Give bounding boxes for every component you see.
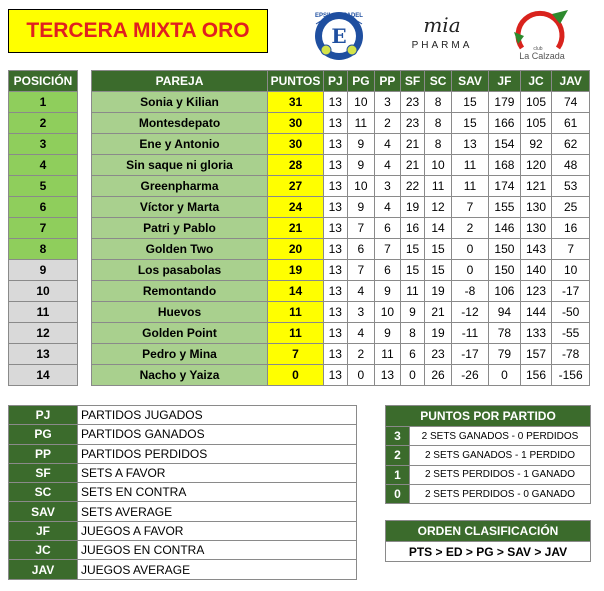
sav-cell: 2 [451,218,488,239]
puntos-cell: 11 [268,302,324,323]
jc-cell: 156 [520,365,552,386]
sf-cell: 8 [400,323,425,344]
legend-abbr: JF [9,521,78,540]
jc-cell: 121 [520,176,552,197]
position-cell: 5 [9,176,78,197]
puntos-cell: 28 [268,155,324,176]
legend-abbr: SF [9,463,78,482]
legend-abbr: PJ [9,406,78,425]
pg-cell: 4 [347,323,375,344]
table-row [92,197,590,218]
pp-cell: 9 [375,281,401,302]
puntos-cell: 0 [268,365,324,386]
pg-cell: 3 [347,302,375,323]
pj-cell: 13 [324,218,348,239]
standings-table [91,70,590,386]
pg-cell: 9 [347,134,375,155]
pp-cell: 4 [375,134,401,155]
sc-cell: 23 [425,344,452,365]
jc-cell: 105 [520,113,552,134]
sf-cell: 6 [400,344,425,365]
pp-cell: 4 [375,155,401,176]
jf-cell: 78 [489,323,521,344]
position-row [9,197,78,218]
legend-row [9,560,357,579]
legend-desc: JUEGOS EN CONTRA [78,541,357,560]
pp-cell: 4 [375,197,401,218]
order-header: ORDEN CLASIFICACIÓN [386,521,591,542]
points-desc: 2 SETS GANADOS - 1 PERDIDO [410,446,591,465]
jc-cell: 133 [520,323,552,344]
pareja-cell: Nacho y Yaiza [92,365,268,386]
pj-cell: 13 [324,92,348,113]
pareja-cell: Patri y Pablo [92,218,268,239]
table-row [92,113,590,134]
sc-cell: 26 [425,365,452,386]
puntos-cell: 30 [268,134,324,155]
pg-cell: 10 [347,92,375,113]
position-cell: 7 [9,218,78,239]
legend-desc: SETS EN CONTRA [78,483,357,502]
table-row [92,176,590,197]
position-header: POSICIÓN [9,71,78,92]
column-header-sav: SAV [451,71,488,92]
pareja-cell: Greenpharma [92,176,268,197]
puntos-cell: 7 [268,344,324,365]
pj-cell: 13 [324,323,348,344]
sc-cell: 8 [425,113,452,134]
pp-cell: 3 [375,176,401,197]
pp-cell: 2 [375,113,401,134]
jav-cell: -50 [552,302,590,323]
jc-cell: 123 [520,281,552,302]
pareja-cell: Golden Point [92,323,268,344]
puntos-cell: 27 [268,176,324,197]
position-row [9,302,78,323]
sc-cell: 15 [425,260,452,281]
puntos-cell: 20 [268,239,324,260]
column-header-jav: JAV [552,71,590,92]
position-cell: 10 [9,281,78,302]
jc-cell: 120 [520,155,552,176]
sc-cell: 14 [425,218,452,239]
legend-row [9,463,357,482]
position-cell: 2 [9,113,78,134]
pp-cell: 3 [375,92,401,113]
sf-cell: 15 [400,260,425,281]
jav-cell: -156 [552,365,590,386]
classification-order-table [385,520,591,562]
sc-cell: 21 [425,302,452,323]
sf-cell: 21 [400,155,425,176]
pg-cell: 4 [347,281,375,302]
points-value: 3 [386,427,410,446]
points-header: PUNTOS POR PARTIDO [386,406,591,427]
sf-cell: 0 [400,365,425,386]
svg-text:club: club [533,46,543,52]
svg-text:E: E [331,24,347,48]
column-header-pg: PG [347,71,375,92]
mia-pharma-logo [392,12,492,52]
pareja-cell: Víctor y Marta [92,197,268,218]
pareja-cell: Los pasabolas [92,260,268,281]
column-header-jc: JC [520,71,552,92]
puntos-cell: 19 [268,260,324,281]
points-value: 0 [386,484,410,503]
jav-cell: 61 [552,113,590,134]
legend-desc: JUEGOS A FAVOR [78,521,357,540]
pg-cell: 6 [347,239,375,260]
jf-cell: 155 [489,197,521,218]
pj-cell: 13 [324,155,348,176]
legend-desc: PARTIDOS PERDIDOS [78,444,357,463]
column-header-sc: SC [425,71,452,92]
jc-cell: 144 [520,302,552,323]
puntos-cell: 31 [268,92,324,113]
column-header-sf: SF [400,71,425,92]
column-header-jf: JF [489,71,521,92]
column-header-puntos: PUNTOS [268,71,324,92]
puntos-cell: 24 [268,197,324,218]
legend-row [9,406,357,425]
position-row [9,176,78,197]
pareja-cell: Montesdepato [92,113,268,134]
legend-row [9,541,357,560]
sf-cell: 21 [400,134,425,155]
jav-cell: -78 [552,344,590,365]
jf-cell: 106 [489,281,521,302]
position-row [9,344,78,365]
table-row [92,323,590,344]
abbreviation-legend [8,405,357,580]
sc-cell: 12 [425,197,452,218]
position-row [9,92,78,113]
pareja-cell: Sonia y Kilian [92,92,268,113]
pj-cell: 13 [324,302,348,323]
table-row [92,239,590,260]
table-row [92,302,590,323]
column-header-pareja: PAREJA [92,71,268,92]
position-row [9,260,78,281]
jc-cell: 105 [520,92,552,113]
pp-cell: 6 [375,260,401,281]
legend-row [9,502,357,521]
pareja-cell: Remontando [92,281,268,302]
legend-abbr: JAV [9,560,78,579]
jf-cell: 79 [489,344,521,365]
sc-cell: 10 [425,155,452,176]
sc-cell: 11 [425,176,452,197]
points-row [386,465,591,484]
jav-cell: 74 [552,92,590,113]
legend-abbr: PP [9,444,78,463]
sc-cell: 15 [425,239,452,260]
position-table [8,70,78,386]
points-desc: 2 SETS PERDIDOS - 0 GANADO [410,484,591,503]
column-header-pp: PP [375,71,401,92]
table-row [92,134,590,155]
sav-cell: -11 [451,323,488,344]
sav-cell: 11 [451,176,488,197]
legend-abbr: SAV [9,502,78,521]
position-cell: 12 [9,323,78,344]
sav-cell: 15 [451,92,488,113]
jf-cell: 146 [489,218,521,239]
legend-abbr: JC [9,541,78,560]
position-cell: 11 [9,302,78,323]
pj-cell: 13 [324,281,348,302]
pp-cell: 9 [375,323,401,344]
position-row [9,323,78,344]
sc-cell: 8 [425,134,452,155]
jf-cell: 179 [489,92,521,113]
table-row [92,281,590,302]
table-row [92,218,590,239]
pareja-cell: Golden Two [92,239,268,260]
pp-cell: 10 [375,302,401,323]
sav-cell: 11 [451,155,488,176]
jav-cell: 62 [552,134,590,155]
jc-cell: 140 [520,260,552,281]
jc-cell: 130 [520,197,552,218]
position-cell: 9 [9,260,78,281]
sf-cell: 22 [400,176,425,197]
jav-cell: -55 [552,323,590,344]
sav-cell: -26 [451,365,488,386]
legend-abbr: SC [9,483,78,502]
legend-row [9,425,357,444]
table-row [92,365,590,386]
table-row [92,260,590,281]
sav-cell: -17 [451,344,488,365]
pareja-cell: Ene y Antonio [92,134,268,155]
pareja-cell: Huevos [92,302,268,323]
position-cell: 3 [9,134,78,155]
pj-cell: 13 [324,365,348,386]
svg-text:PHARMA: PHARMA [411,40,473,51]
jf-cell: 150 [489,260,521,281]
points-value: 2 [386,446,410,465]
position-row [9,134,78,155]
legend-row [9,444,357,463]
legend-row [9,483,357,502]
epsilon-padel-logo [308,6,370,62]
points-row [386,484,591,503]
jf-cell: 150 [489,239,521,260]
puntos-cell: 30 [268,113,324,134]
position-row [9,239,78,260]
pg-cell: 2 [347,344,375,365]
sav-cell: 13 [451,134,488,155]
position-cell: 6 [9,197,78,218]
legend-desc: SETS A FAVOR [78,463,357,482]
pj-cell: 13 [324,134,348,155]
jf-cell: 174 [489,176,521,197]
jc-cell: 157 [520,344,552,365]
jav-cell: 48 [552,155,590,176]
order-text: PTS > ED > PG > SAV > JAV [386,542,591,562]
pareja-cell: Pedro y Mina [92,344,268,365]
table-row [92,344,590,365]
jav-cell: 16 [552,218,590,239]
jf-cell: 0 [489,365,521,386]
position-row [9,365,78,386]
position-cell: 4 [9,155,78,176]
puntos-cell: 21 [268,218,324,239]
pp-cell: 13 [375,365,401,386]
legend-abbr: PG [9,425,78,444]
pj-cell: 13 [324,113,348,134]
sav-cell: -8 [451,281,488,302]
pg-cell: 10 [347,176,375,197]
jav-cell: 25 [552,197,590,218]
pp-cell: 11 [375,344,401,365]
jf-cell: 168 [489,155,521,176]
column-header-pj: PJ [324,71,348,92]
position-cell: 8 [9,239,78,260]
sav-cell: 0 [451,260,488,281]
jav-cell: 7 [552,239,590,260]
sc-cell: 8 [425,92,452,113]
jf-cell: 94 [489,302,521,323]
jf-cell: 166 [489,113,521,134]
sf-cell: 15 [400,239,425,260]
points-row [386,427,591,446]
sav-cell: 7 [451,197,488,218]
pg-cell: 9 [347,197,375,218]
sf-cell: 23 [400,113,425,134]
jav-cell: 10 [552,260,590,281]
legend-row [9,521,357,540]
pp-cell: 6 [375,218,401,239]
pj-cell: 13 [324,176,348,197]
points-desc: 2 SETS PERDIDOS - 1 GANADO [410,465,591,484]
sav-cell: 0 [451,239,488,260]
position-cell: 14 [9,365,78,386]
position-row [9,155,78,176]
sf-cell: 9 [400,302,425,323]
sf-cell: 23 [400,92,425,113]
sav-cell: -12 [451,302,488,323]
pj-cell: 13 [324,260,348,281]
sc-cell: 19 [425,323,452,344]
points-row [386,446,591,465]
sf-cell: 19 [400,197,425,218]
points-per-match-table [385,405,591,504]
sf-cell: 16 [400,218,425,239]
sf-cell: 11 [400,281,425,302]
jc-cell: 130 [520,218,552,239]
pareja-cell: Sin saque ni gloria [92,155,268,176]
points-desc: 2 SETS GANADOS - 0 PERDIDOS [410,427,591,446]
page-title: TERCERA MIXTA ORO [8,9,268,53]
svg-text:La Calzada: La Calzada [519,51,565,61]
jc-cell: 92 [520,134,552,155]
puntos-cell: 14 [268,281,324,302]
table-row [92,155,590,176]
jav-cell: -17 [552,281,590,302]
position-row [9,218,78,239]
jf-cell: 154 [489,134,521,155]
svg-text:EPSILON PADEL: EPSILON PADEL [315,13,363,19]
pg-cell: 11 [347,113,375,134]
puntos-cell: 11 [268,323,324,344]
jav-cell: 53 [552,176,590,197]
pg-cell: 7 [347,260,375,281]
position-cell: 13 [9,344,78,365]
position-cell: 1 [9,92,78,113]
pg-cell: 0 [347,365,375,386]
pg-cell: 9 [347,155,375,176]
sav-cell: 15 [451,113,488,134]
points-value: 1 [386,465,410,484]
legend-desc: SETS AVERAGE [78,502,357,521]
svg-text:mia: mia [423,13,461,37]
club-la-calzada-logo [508,6,576,64]
pj-cell: 13 [324,239,348,260]
legend-desc: JUEGOS AVERAGE [78,560,357,579]
pj-cell: 13 [324,344,348,365]
jc-cell: 143 [520,239,552,260]
legend-desc: PARTIDOS JUGADOS [78,406,357,425]
legend-desc: PARTIDOS GANADOS [78,425,357,444]
sc-cell: 19 [425,281,452,302]
pg-cell: 7 [347,218,375,239]
pj-cell: 13 [324,197,348,218]
pp-cell: 7 [375,239,401,260]
position-row [9,113,78,134]
position-row [9,281,78,302]
table-row [92,92,590,113]
